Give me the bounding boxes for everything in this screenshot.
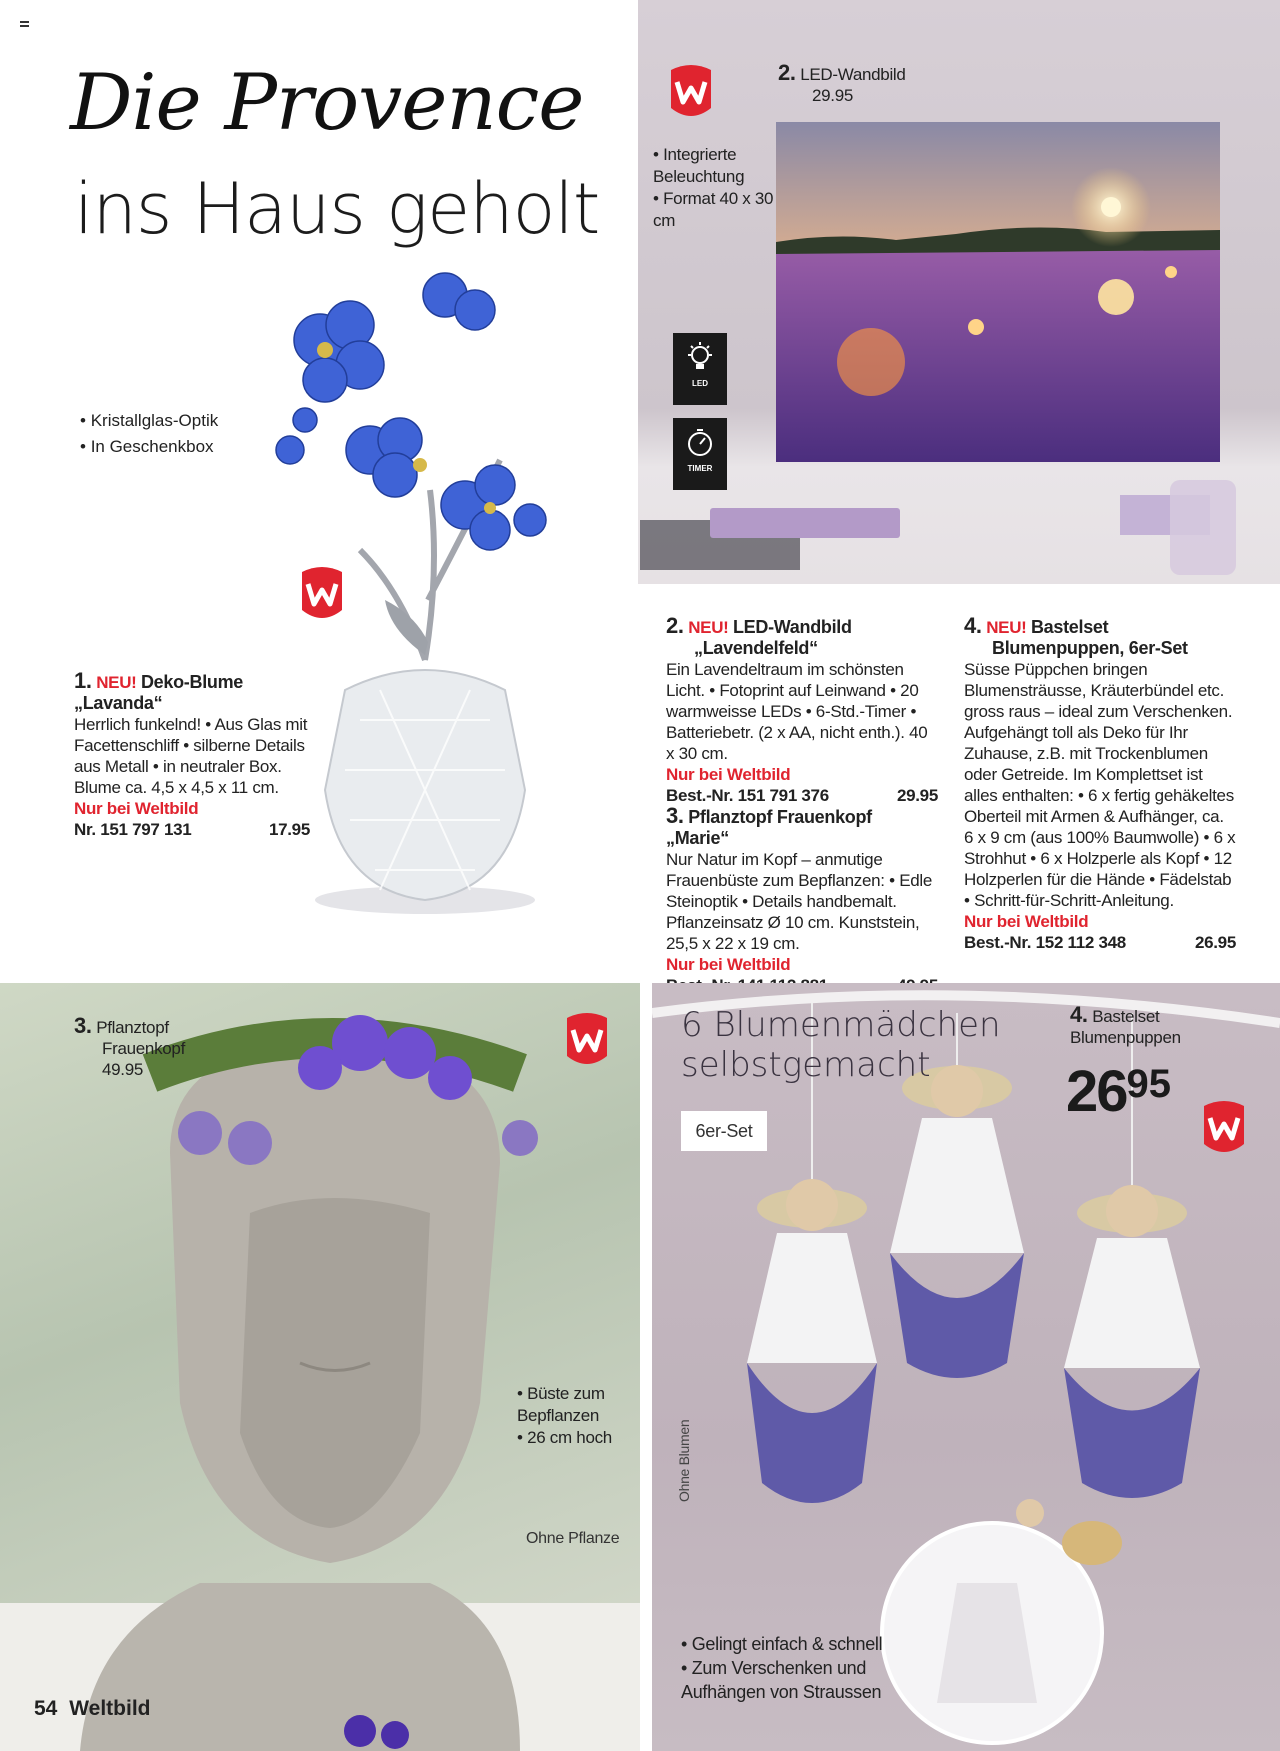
product-name: Pflanztopf: [96, 1018, 169, 1037]
lavender-field-canvas: [776, 122, 1220, 462]
product3-block: [666, 805, 938, 996]
note-without-flowers: Ohne Blumen: [676, 1419, 692, 1502]
product3-feature-list: [517, 1383, 637, 1449]
dolls-headline: [681, 1005, 1001, 1085]
bust-illustration: [0, 983, 640, 1751]
product-description: Nur Natur im Kopf – anmutige Frauenbüste zum Bepflanzen: • Edle Steinoptik • Details handbemalt. Pflanzeinsatz Ø 10 cm. Kunststein, 25,5 x 22 x 19 cm.: [666, 850, 933, 953]
page-footer: [34, 1697, 150, 1721]
headline-line1: 6 Blumenmädchen: [681, 1005, 1001, 1045]
feature-item: • 26 cm hoch: [517, 1427, 637, 1449]
product-name: Pflanztopf Frauenkopf „Marie“: [666, 807, 872, 848]
product1-block: [74, 670, 310, 840]
weltbild-logo-icon: [1200, 1096, 1248, 1160]
product-name: Bastelset: [1092, 1007, 1160, 1026]
product4-feature-list: [681, 1632, 921, 1704]
brand-name: Weltbild: [69, 1697, 151, 1720]
order-number: Best.-Nr. 151 791 376: [666, 786, 829, 805]
product2-callout: [778, 62, 948, 106]
weltbild-logo-icon: [667, 60, 715, 124]
feature-item: • Büste zum Bepflanzen: [517, 1383, 637, 1427]
led-label: LED: [692, 379, 708, 388]
product-price: 17.95: [268, 820, 310, 839]
product4-callout: [1070, 1004, 1260, 1048]
dolls-price-tag: [1066, 1058, 1171, 1125]
exclusive-label: Nur bei Weltbild: [74, 799, 199, 818]
menu-icon[interactable]: [20, 21, 29, 27]
product-name: Deko-Blume: [140, 672, 244, 692]
product4-block: [964, 615, 1236, 953]
page-subtitle: ins Haus geholt: [74, 168, 600, 250]
page-title: Die Provence: [70, 58, 584, 148]
product-name-quote: „Lavendelfeld“: [694, 638, 818, 658]
product-price: 49.95: [102, 1060, 144, 1079]
product-description: Ein Lavendeltraum im schönsten Licht. • Fotoprint auf Leinwand • 20 warmweisse LEDs • 6-Std.-Timer • Batteriebetr. (2 x AA, nicht enth.). 40 x 30 cm.: [666, 660, 928, 763]
feature-item: • Gelingt einfach & schnell: [681, 1632, 921, 1656]
product-description: Herrlich funkelnd! • Aus Glas mit Facettenschliff • silberne Details aus Metall • in neutraler Box. Blume ca. 4,5 x 4,5 x 11 cm.: [74, 715, 308, 797]
product-number: 2.: [666, 613, 684, 638]
note-without-plant: Ohne Pflanze: [526, 1530, 620, 1547]
product-price: 29.95: [896, 786, 938, 805]
product-number: 4.: [964, 613, 982, 638]
timer-label: TIMER: [687, 464, 713, 473]
order-number: Best.-Nr. 152 112 348: [964, 933, 1126, 952]
order-number: Nr. 151 797 131: [74, 820, 192, 839]
product-description: Süsse Püppchen bringen Blumensträusse, Kräuterbündel etc. gross raus – ideal zum Verschenken. Aufgehängt toll als Deko für Ihr Zuhause, z.B. mit Trockenblumen oder Getreide. Im Komplettset ist alles enthalten: • 6 x fertig gehäkeltes Oberteil mit Armen & Aufhänger, ca. 6 x 9 cm (aus 100% Baumwolle) • 6 x Strohhut • 6 x Holzperle als Kopf • 12 Holzperlen für die Hände • Fädelstab • Schritt-für-Schritt-Anleitung.: [964, 660, 1236, 910]
product-name: Bastelset: [1030, 617, 1109, 637]
product2-block: [666, 615, 938, 806]
product-name: LED-Wandbild: [800, 65, 906, 84]
new-badge: NEU!: [688, 618, 729, 637]
product-number: 1.: [74, 668, 92, 693]
exclusive-label: Nur bei Weltbild: [964, 912, 1089, 931]
product-name: LED-Wandbild: [732, 617, 852, 637]
product-number: 2.: [778, 60, 796, 85]
exclusive-label: Nur bei Weltbild: [666, 955, 791, 974]
feature-item: • Integrierte Beleuchtung: [653, 144, 783, 188]
feature-item: • Kristallglas-Optik: [80, 408, 218, 434]
lightbulb-icon: [685, 341, 715, 375]
feature-item: • In Geschenkbox: [80, 434, 218, 460]
product-price: 26.95: [1194, 933, 1236, 952]
feature-item: • Format 40 x 30 cm: [653, 188, 783, 232]
product-number: 4.: [1070, 1002, 1088, 1027]
set-badge: 6er-Set: [681, 1111, 767, 1151]
page-number: 54: [34, 1697, 58, 1720]
product-name-line2: Blumenpuppen, 6er-Set: [992, 638, 1188, 658]
feature-item: • Zum Verschenken und Aufhängen von Straussen: [681, 1656, 921, 1704]
product3-callout: [74, 1015, 244, 1080]
product2-feature-list: [653, 144, 783, 232]
product1-feature-list: [80, 408, 218, 460]
new-badge: NEU!: [96, 673, 137, 692]
product-name-line2: Blumenpuppen: [1070, 1028, 1181, 1047]
led-feature-badge: [673, 333, 727, 405]
timer-icon: [685, 426, 715, 460]
new-badge: NEU!: [986, 618, 1027, 637]
headline-line2: selbstgemacht: [681, 1045, 931, 1085]
product-number: 3.: [666, 803, 684, 828]
weltbild-logo-icon: [563, 1008, 611, 1072]
price-cents: 95: [1126, 1062, 1172, 1106]
product-name-quote: „Lavanda“: [74, 693, 163, 713]
product-price: 29.95: [812, 86, 854, 105]
exclusive-label: Nur bei Weltbild: [666, 765, 791, 784]
product-number: 3.: [74, 1013, 92, 1038]
weltbild-logo-icon: [298, 562, 346, 626]
price-main: 26: [1066, 1059, 1127, 1124]
product-name-line2: Frauenkopf: [102, 1039, 185, 1058]
shelf-decor: [640, 480, 1280, 584]
